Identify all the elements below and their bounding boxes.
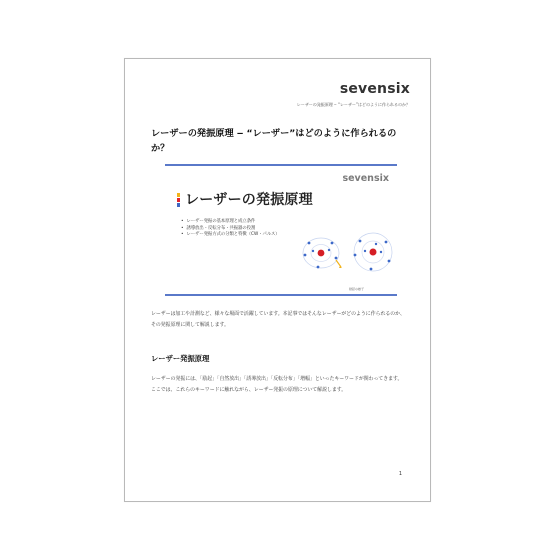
section-paragraph: レーザーの発振には、「励起」「自然放出」「誘導放出」「反転分布」「増幅」といったキーワードが関わってきます。ここでは、これらのキーワードに触れながら、レーザー発振の原理について解説します。 (151, 376, 403, 393)
page-number: 1 (398, 471, 402, 477)
atom-diagram-right (354, 233, 392, 271)
diagram-caption: 励起の様子 (349, 287, 365, 291)
hero-bullet-item: • レーザー発振方式の分類と特徴（CW・パルス） (181, 232, 280, 239)
document-subheader: レーザーの発振原理 ‒ “レーザー”はどのように作られるのか？ (296, 102, 410, 107)
document-brand: sevensix (339, 81, 410, 97)
atom-diagram-left (303, 238, 342, 268)
hero-bullet-list (181, 219, 280, 239)
hero-image (165, 164, 397, 296)
intro-paragraph: レーザーは加工や計測など、様々な場面で活躍しています。本記事ではそんなレーザーがどのように作られるのか、その発振原理に関して解説します。 (151, 311, 405, 328)
hero-bullet-item: • 誘導放出・反転分布・共振器の役割 (181, 226, 280, 233)
excitation-diagram (287, 227, 397, 289)
hero-title: レーザーの発振原理 (185, 192, 313, 208)
hero-brand: sevensix (342, 173, 389, 184)
hero-color-marker-icon (177, 193, 180, 207)
document-title: レーザーの発振原理 ‒ “レーザー”はどのように作られるの か？ (151, 128, 397, 154)
hero-top-rule (165, 164, 397, 166)
section-heading: レーザー発振原理 (151, 354, 210, 363)
hero-bullet-item: • レーザー発振の基本原理と成立条件 (181, 219, 280, 226)
document-page (124, 58, 431, 502)
hero-bottom-rule (165, 294, 397, 296)
